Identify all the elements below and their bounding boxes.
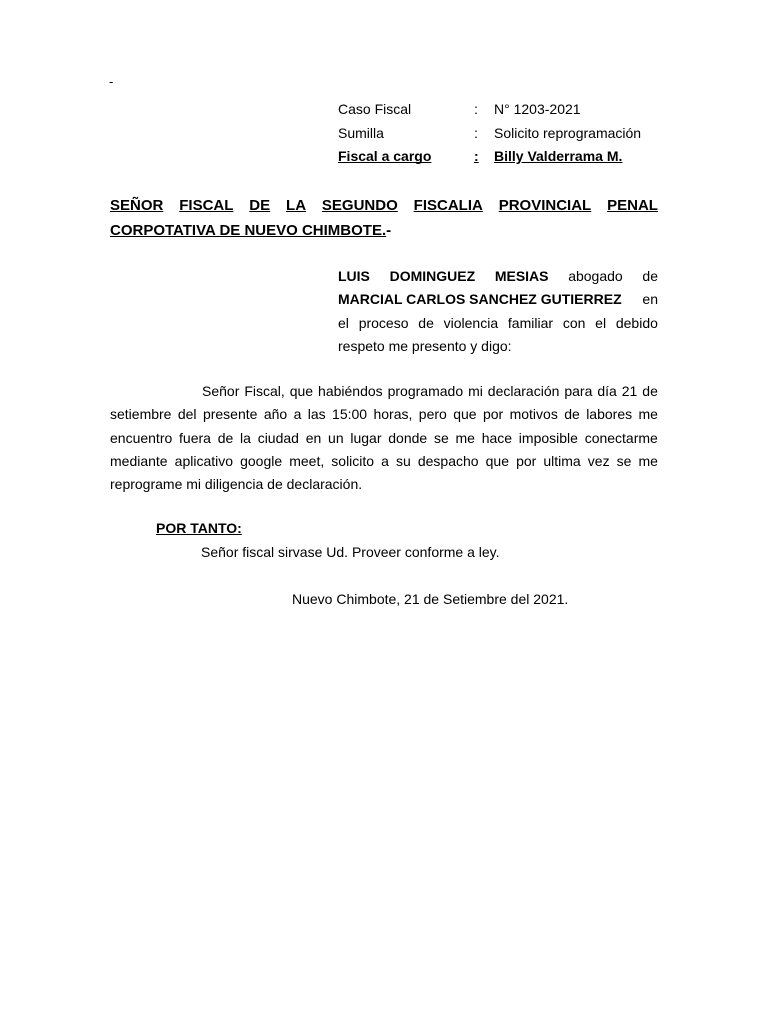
body-word: Fiscal, (244, 383, 285, 399)
body-word: del (177, 406, 197, 423)
body-word: conectarme (584, 429, 658, 446)
body-word: se (433, 429, 449, 446)
body-word: motivos (509, 406, 558, 423)
body-word: de (564, 406, 580, 423)
meta-row-fiscal-a-cargo (338, 145, 658, 169)
body-word: para (564, 383, 593, 399)
body-word: pero (418, 406, 447, 423)
body-word: día (597, 383, 617, 399)
body-line-4 (110, 450, 658, 473)
body-word: su (396, 452, 411, 469)
body-word: de (642, 383, 658, 399)
heading-word: PROVINCIAL (498, 197, 592, 214)
addressee-heading (110, 193, 658, 243)
heading-word: FISCALIA (413, 197, 483, 214)
body-word: mediante (110, 452, 168, 469)
body-word: a (381, 452, 389, 469)
heading-word: PENAL (607, 197, 658, 214)
meta-colon: : (474, 101, 478, 117)
body-word: que (453, 406, 477, 423)
meta-colon: : (474, 124, 478, 141)
body-word: año (263, 406, 288, 423)
body-word: por (482, 406, 504, 423)
intro-word: MESIAS (494, 268, 549, 284)
request-paragraph (110, 380, 658, 496)
case-metadata (338, 98, 658, 169)
body-word: en (305, 429, 322, 446)
body-word: donde (388, 429, 428, 446)
meta-value: Billy Valderrama M. (494, 148, 623, 164)
heading-word: SEÑOR (110, 197, 164, 214)
body-word: a (293, 406, 302, 423)
body-line-3 (110, 427, 658, 450)
heading-word: DE (249, 197, 271, 214)
body-word: que (289, 383, 314, 399)
body-word: se (616, 452, 632, 469)
body-word: horas, (373, 406, 413, 423)
intro-word: con (562, 314, 586, 331)
intro-word: violencia (443, 314, 499, 331)
por-tanto-label: POR TANTO: (156, 520, 242, 536)
body-word: vez (587, 452, 610, 469)
intro-word: debido (615, 314, 658, 331)
body-word: Señor (202, 383, 240, 399)
body-word: fuera (179, 429, 211, 446)
body-word: un (328, 429, 344, 446)
intro-word: de (418, 314, 434, 331)
heading-line-2-suffix: - (386, 222, 392, 239)
body-word: me (638, 452, 658, 469)
body-word: solicito (331, 452, 375, 469)
heading-line-1 (110, 193, 658, 218)
intro-word: de (642, 268, 658, 284)
heading-word: LA (286, 197, 307, 214)
body-word: imposible (518, 429, 578, 446)
body-word: que (485, 452, 509, 469)
heading-line-2-text: CORPOTATIVA DE NUEVO CHIMBOTE. (110, 222, 387, 239)
intro-paragraph (338, 265, 658, 358)
body-word: google (240, 452, 283, 469)
intro-word: proceso (358, 314, 409, 331)
intro-word: DOMINGUEZ (389, 268, 476, 284)
body-word: hace (481, 429, 513, 446)
closing-request: Señor fiscal sirvase Ud. Proveer conforme a ley. (201, 544, 500, 560)
meta-colon: : (474, 148, 479, 164)
body-word: la (240, 429, 251, 446)
intro-word: familiar (507, 314, 554, 331)
body-line-2 (110, 403, 658, 426)
body-word: ultima (543, 452, 581, 469)
body-word: por (516, 452, 537, 469)
body-word: despacho (417, 452, 479, 469)
body-word: me (455, 429, 475, 446)
body-word: programado (387, 383, 464, 399)
meta-row-sumilla (338, 122, 658, 146)
body-word: aplicativo (174, 452, 234, 469)
intro-line-2 (338, 288, 658, 311)
intro-line-3 (338, 312, 658, 335)
intro-word: el (595, 314, 607, 331)
body-line-5: reprograme mi diligencia de declaración. (110, 476, 363, 493)
body-word: mi (468, 383, 483, 399)
body-word: setiembre (110, 406, 172, 423)
body-word: presente (202, 406, 258, 423)
client-name: MARCIAL CARLOS SANCHEZ GUTIERREZ (338, 291, 622, 308)
body-word: 21 (621, 383, 638, 399)
body-word: las (307, 406, 326, 423)
heading-word: FISCAL (179, 197, 234, 214)
body-word: 15:00 (332, 406, 368, 423)
intro-word: el (338, 314, 349, 331)
body-word: ciudad (257, 429, 299, 446)
intro-word: LUIS (338, 268, 370, 284)
body-word: habiéndos (318, 383, 383, 399)
intro-word: en (642, 291, 658, 308)
intro-line-4: respeto me presento y digo: (338, 337, 512, 354)
heading-line-2 (110, 218, 658, 243)
body-word: labores (586, 406, 633, 423)
meta-value: N° 1203-2021 (494, 101, 581, 117)
body-word: de (217, 429, 234, 446)
place-and-date: Nuevo Chimbote, 21 de Setiembre del 2021. (292, 591, 569, 607)
heading-word: SEGUNDO (321, 197, 398, 214)
intro-line-1 (338, 265, 658, 288)
body-line-1 (110, 380, 658, 403)
meta-row-caso-fiscal (338, 98, 658, 122)
meta-label: Caso Fiscal (338, 101, 412, 117)
body-word: lugar (350, 429, 382, 446)
meta-label: Sumilla (338, 124, 384, 141)
body-word: meet, (289, 452, 325, 469)
header-dash: - (109, 74, 114, 89)
body-word: me (638, 406, 658, 423)
intro-word: abogado (568, 268, 623, 284)
body-word: declaración (487, 383, 560, 399)
meta-value: Solicito reprogramación (494, 124, 642, 141)
body-word: encuentro (110, 429, 173, 446)
meta-label: Fiscal a cargo (338, 148, 432, 164)
